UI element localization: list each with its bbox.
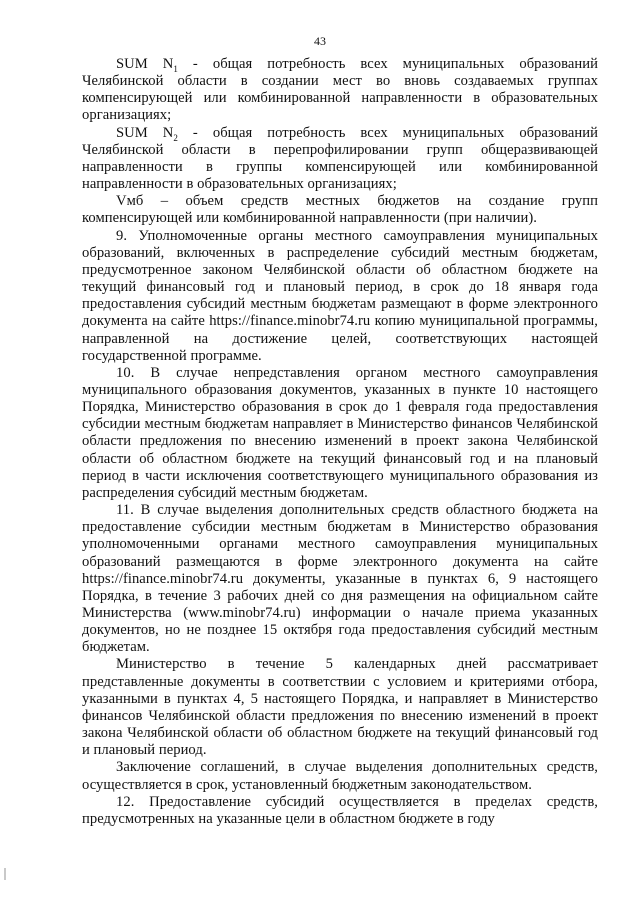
body-text (82, 56, 598, 828)
paragraph-vmb: Vмб – объем средств местных бюджетов на создание групп компенсирующей или комбинированной направленности (при наличии). (82, 193, 598, 227)
sum-n2-text: - общая потребность всех муниципальных образований Челябинской области в перепрофилировании групп общеразвивающей направленности в группы компенсирующей или комбинированной направленности в образовательных организациях; (82, 124, 598, 193)
paragraph-9: 9. Уполномоченные органы местного самоуправления муниципальных образований, включенных в распределение субсидий местным бюджетам, предусмотренное законом Челябинской области об областном бюджете на текущий финансовый год и плановый период, в срок до 18 января года предоставления субсидий местным бюджетам размещают в форме электронного документа на сайте https://finance.minobr74.ru копию муниципальной программы, направленной на достижение целей, соответствующих настоящей государственной программе. (82, 227, 598, 364)
sum-n1-subscript: 1 (173, 63, 178, 74)
sum-n1-text: - общая потребность всех муниципальных образований Челябинской области в создании мест во вновь создаваемых группах компенсирующей или комбинированной направленности в образовательных организациях; (82, 56, 598, 124)
paragraph-ministry: Министерство в течение 5 календарных дней рассматривает представленные документы в соответствии с условием и критериями отбора, указанными в пунктах 4, 5 настоящего Порядка, и направляет в Министерство финансов Челябинской области предложения по внесению изменений в проект закона Челябинской области об областном бюджете на текущий финансовый год и плановый период. (82, 656, 598, 759)
page-number: 43 (314, 34, 326, 48)
sum-n2-symbol: SUM N (116, 124, 174, 141)
paragraph-sum-n1 (82, 56, 598, 125)
sum-n1-symbol: SUM N (116, 56, 174, 72)
paragraph-10: 10. В случае непредставления органом местного самоуправления муниципального образования документов, указанных в пункте 10 настоящего Порядка, Министерство образования в срок до 1 февраля года предоставления субсидии местным бюджетам направляет в Министерство финансов Челябинской области предложения по внесению изменений в проект закона Челябинской области об областном бюджете на текущий финансовый год и на плановый период в части исключения соответствующего муниципального образования из распределения субсидий местным бюджетам. (82, 364, 598, 501)
paragraph-11: 11. В случае выделения дополнительных средств областного бюджета на предоставление субсидии местным бюджетам в Министерство образования уполномоченными органами местного самоуправления муниципальных образований размещаются в форме электронного документа на сайте https://finance.minobr74.ru документы, указанные в пунктах 6, 9 настоящего Порядка, в течение 3 рабочих дней со дня размещения на официальном сайте Министерства (www.minobr74.ru) информации о начале приема указанных документов, но не позднее 15 октября года предоставления субсидий местным бюджетам. (82, 502, 598, 656)
scan-edge-mark (4, 868, 6, 880)
paragraph-agreements: Заключение соглашений, в случае выделения дополнительных средств, осуществляется в срок, установленный бюджетным законодательством. (82, 759, 598, 793)
paragraph-sum-n2 (82, 125, 598, 194)
paragraph-12: 12. Предоставление субсидий осуществляется в пределах средств, предусмотренных на указанные цели в областном бюджете в году (82, 793, 598, 827)
sum-n2-subscript: 2 (173, 132, 178, 143)
